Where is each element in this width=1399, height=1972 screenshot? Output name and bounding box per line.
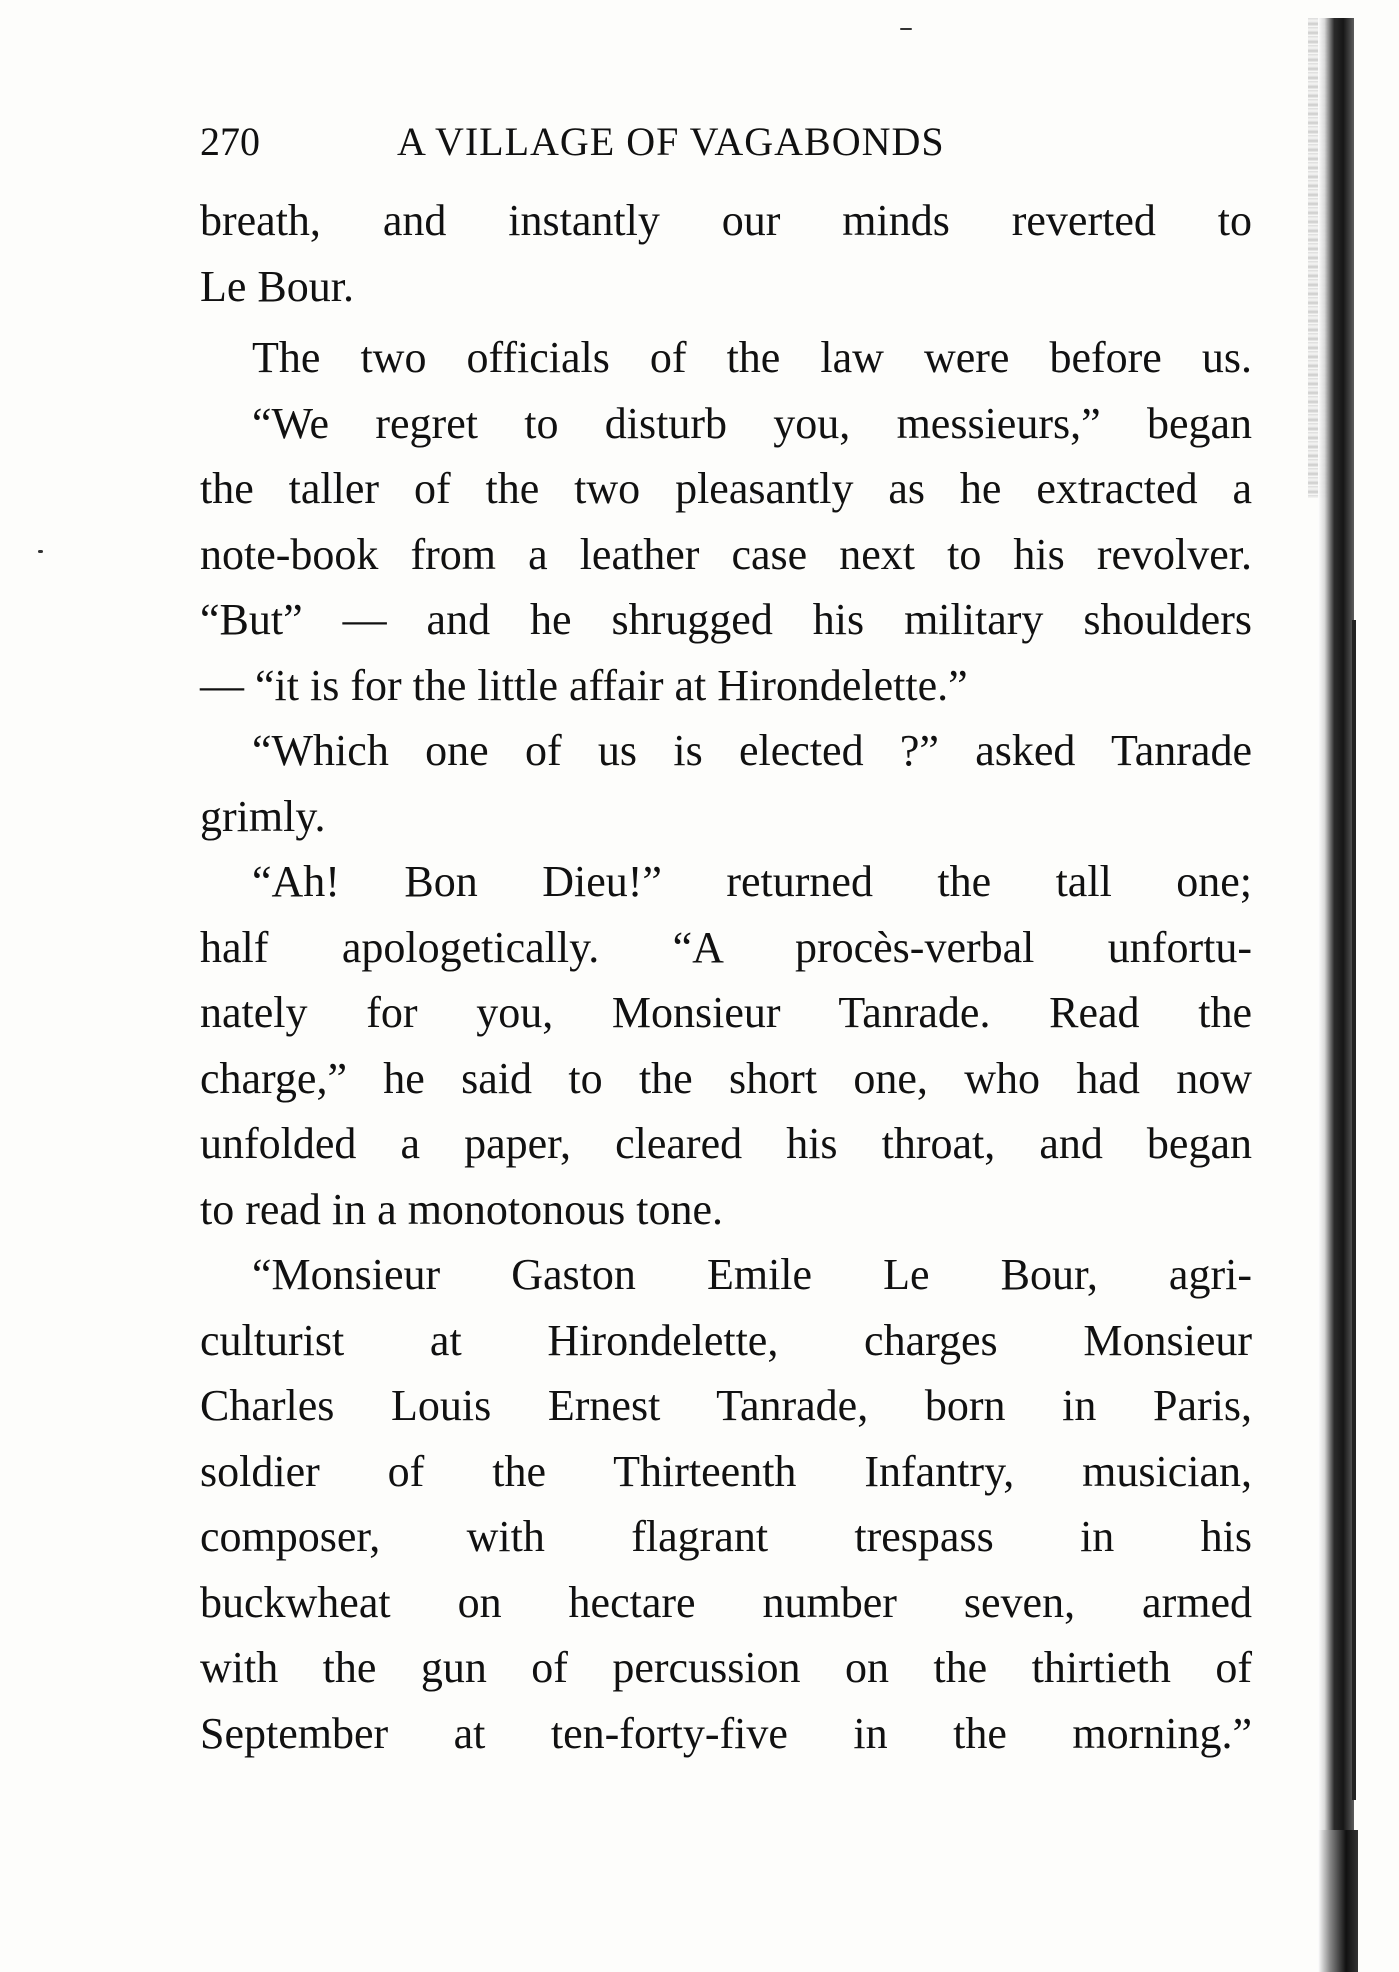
text-line: The two officials of the law were before us. [252,333,1252,382]
page-header [200,118,1260,170]
text-line: charge,” he said to the short one, who had now [200,1053,1252,1103]
text-line: breath, and instantly our minds reverted to [200,196,1252,245]
text-line: the taller of the two pleasantly as he extracted a [200,464,1252,513]
text-line: Le Bour. [200,261,354,311]
text-line: with the gun of percussion on the thirtieth of [200,1643,1252,1692]
text-line: note-book from a leather case next to his revolver. [200,529,1252,579]
page-number: 270 [200,119,260,164]
text-line: buckwheat on hectare number seven, armed [200,1577,1252,1627]
paper-speck [38,550,43,553]
text-line: soldier of the Thirteenth Infantry, musician, [200,1446,1252,1496]
text-line: nately for you, Monsieur Tanrade. Read the [200,988,1252,1037]
text-line: September at ten-forty-five in the morning.” [200,1708,1252,1758]
binding-edge-line [1352,620,1356,1800]
text-line: — “it is for the little affair at Hirondelette.” [200,660,968,710]
text-line: “We regret to disturb you, messieurs,” began [252,398,1252,448]
text-line: to read in a monotonous tone. [200,1184,724,1234]
text-line: Charles Louis Ernest Tanrade, born in Paris, [200,1381,1252,1430]
text-line: unfolded a paper, cleared his throat, and began [200,1119,1252,1168]
text-line: half apologetically. “A procès-verbal unfortu- [200,922,1252,972]
text-line: “Ah! Bon Dieu!” returned the tall one; [252,857,1252,906]
binding-bottom-shadow [1318,1830,1358,1972]
text-line: “Which one of us is elected ?” asked Tanrade [252,726,1252,775]
text-line: composer, with flagrant trespass in his [200,1512,1252,1561]
body-text [200,188,1252,1766]
paper-speck [900,28,912,30]
text-line: culturist at Hirondelette, charges Monsieur [200,1315,1252,1365]
running-head: A VILLAGE OF VAGABONDS [397,119,945,164]
text-line: grimly. [200,791,326,841]
text-line: “But” — and he shrugged his military shoulders [200,595,1252,644]
text-line: “Monsieur Gaston Emile Le Bour, agri- [252,1250,1252,1299]
binding-gutter-shadow [1318,18,1354,1972]
